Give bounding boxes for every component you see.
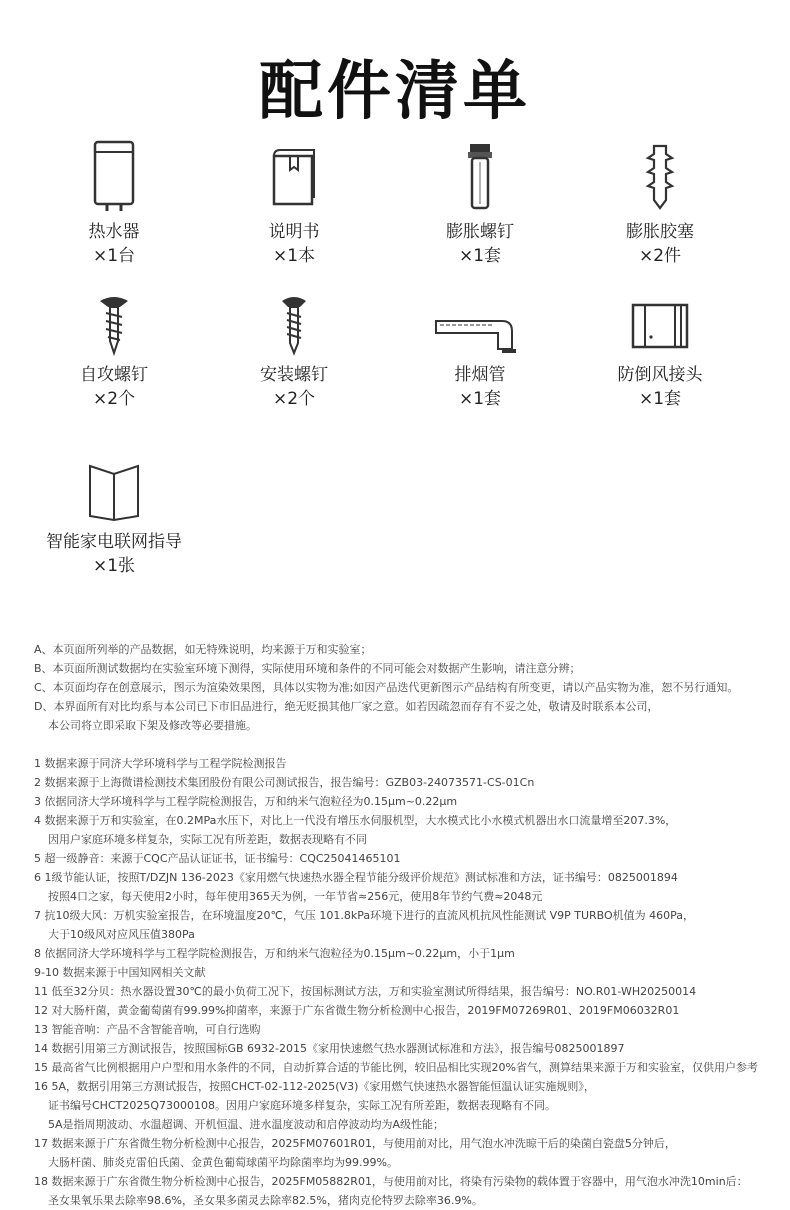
footnote: 3 依据同济大学环境科学与工程学院检测报告，万和纳米气泡粒径为0.15μm~0.22μm: [34, 795, 458, 808]
footnote: 5 超一级静音：来源于CQC产品认证证书，证书编号：CQC25041465101: [34, 852, 401, 865]
footnote: 1 数据来源于同济大学环境科学与工程学院检测报告: [34, 757, 287, 770]
footnote: 按照4口之家，每天使用2小时，每年使用365天为例，一年节省≈256元，使用8年节约气费≈2048元: [48, 890, 543, 903]
footnote: 13 智能音响：产品不含智能音响，可自行选购: [34, 1023, 261, 1036]
footnote: 2 数据来源于上海微谱检测技术集团股份有限公司测试报告，报告编号：GZB03-24073571-CS-01Cn: [34, 776, 535, 789]
disclaimer-line: 本公司将立即采取下架及修改等必要措施。: [48, 719, 257, 732]
footnote: 大于10级风对应风压值380Pa: [48, 928, 195, 941]
item-self-tapping-screw: [24, 295, 204, 411]
item-smart-guide: [24, 462, 204, 578]
item-name: 自攻螺钉: [80, 365, 148, 385]
footnote: 5A是指周期波动、水温超调、开机恒温、进水温度波动和启停波动均为A级性能；: [48, 1118, 445, 1131]
mounting-screw-icon: [274, 295, 314, 355]
item-name: 防倒风接头: [617, 365, 703, 385]
page-title: 配件清单: [259, 55, 531, 129]
footnote: 因用户家庭环境多样复杂，实际工况有所差距，数据表现略有不同: [48, 833, 367, 846]
guide-leaflet-icon: [84, 462, 144, 522]
footnote: 12 对大肠杆菌，黄金葡萄菌有99.99%抑菌率，来源于广东省微生物分析检测中心报告，2019FM07269R01、2019FM06032R01: [34, 1004, 680, 1017]
footnote: 9-10 数据来源于中国知网相关文献: [34, 966, 206, 979]
wall-plug-icon: [640, 140, 680, 212]
item-quantity: ×1套: [458, 389, 502, 409]
item-manual: [204, 140, 384, 268]
item-anti-backdraft-connector: [570, 295, 750, 411]
item-quantity: ×1套: [638, 389, 682, 409]
item-name: 膨胀螺钉: [446, 222, 514, 242]
item-quantity: ×1本: [272, 246, 316, 266]
item-quantity: ×2个: [272, 389, 316, 409]
item-water-heater: [24, 140, 204, 268]
item-quantity: ×1张: [92, 556, 136, 576]
expansion-bolt-icon: [460, 140, 500, 212]
item-name: 安装螺钉: [260, 365, 328, 385]
item-name: 热水器: [88, 222, 140, 242]
item-quantity: ×2件: [638, 246, 682, 266]
footnote: 7 抗10级大风：万机实验室报告，在环境温度20℃，气压 101.8kPa环境下进行的直流风机抗风性能测试 V9P TURBO机值为 460Pa，: [34, 909, 695, 922]
disclaimer-notes: [34, 640, 774, 1210]
footnote: 大肠杆菌、肺炎克雷伯氏菌、金黄色葡萄球菌平均除菌率均为99.99%。: [48, 1156, 398, 1169]
footnote: 18 数据来源于广东省微生物分析检测中心报告，2025FM05882R01，与使用前对比，将染有污染物的载体置于容器中，用气泡水冲洗10min后：: [34, 1175, 748, 1188]
anti-backdraft-connector-icon: [625, 295, 695, 355]
item-mounting-screw: [204, 295, 384, 411]
disclaimer-line: B、本页面所测试数据均在实验室环境下测得，实际使用环境和条件的不同可能会对数据产生影响，请注意分辨；: [34, 662, 581, 675]
footnote: 15 最高省气比例根据用户户型和用水条件的不同，自动折算合适的节能比例，较旧品相比实现20%省气，测算结果来源于万和实验室，仅供用户参考: [34, 1061, 758, 1074]
item-name: 智能家电联网指导: [46, 532, 182, 552]
manual-icon: [264, 140, 324, 212]
item-exhaust-pipe: [390, 295, 570, 411]
item-quantity: ×2个: [92, 389, 136, 409]
item-name: 说明书: [268, 222, 320, 242]
disclaimer-line: A、本页面所列举的产品数据，如无特殊说明，均来源于万和实验室；: [34, 643, 372, 656]
footnote: 圣女果氧乐果去除率98.6%，圣女果多菌灵去除率82.5%，猪肉克伦特罗去除率36.9%。: [48, 1194, 483, 1207]
footnote: 14 数据引用第三方测试报告，按照国标GB 6932-2015《家用快速燃气热水器测试标准和方法》，报告编号0825001897: [34, 1042, 625, 1055]
footnote: 8 依据同济大学环境科学与工程学院检测报告，万和纳米气泡粒径为0.15μm~0.22μm，小于1μm: [34, 947, 515, 960]
item-quantity: ×1套: [458, 246, 502, 266]
item-wall-plug: [570, 140, 750, 268]
footnote: 16 5A，数据引用第三方测试报告，按照CHCT-02-112-2025(V3)《家用燃气快速热水器智能恒温认证实施规则》，: [34, 1080, 595, 1093]
footnote: 6 1级节能认证，按照T/DZJN 136-2023《家用燃气快速热水器全程节能分级评价规范》测试标准和方法，证书编号：0825001894: [34, 871, 678, 884]
item-name: 排烟管: [454, 365, 506, 385]
footnote: 证书编号CHCT2025Q73000108。因用户家庭环境多样复杂，实际工况有所差距，数据表现略有不同。: [48, 1099, 556, 1112]
exhaust-pipe-icon: [432, 295, 528, 355]
footnote: 11 低至32分贝：热水器设置30℃的最小负荷工况下，按国标测试方法，万和实验室测试所得结果，报告编号：NO.R01-WH20250014: [34, 985, 697, 998]
item-name: 膨胀胶塞: [626, 222, 694, 242]
water-heater-icon: [89, 140, 139, 212]
footnote: 17 数据来源于广东省微生物分析检测中心报告，2025FM07601R01，与使用前对比，用气泡水冲洗晾干后的染菌白瓷盘5分钟后，: [34, 1137, 676, 1150]
disclaimer-line: C、本页面均存在创意展示，图示为渲染效果图，具体以实物为准;如因产品迭代更新图示产品结构有所变更，请以产品实物为准，恕不另行通知。: [34, 681, 739, 694]
item-expansion-bolt: [390, 140, 570, 268]
self-tapping-screw-icon: [94, 295, 134, 355]
disclaimer-line: D、本界面所有对比均系与本公司已下市旧品进行，绝无贬损其他厂家之意。如若因疏忽而存有不妥之处，敬请及时联系本公司，: [34, 700, 659, 713]
item-quantity: ×1台: [92, 246, 136, 266]
footnote: 4 数据来源于万和实验室，在0.2MPa水压下，对比上一代没有增压水伺服机型，大水模式比小水模式机器出水口流量增至207.3%，: [34, 814, 677, 827]
